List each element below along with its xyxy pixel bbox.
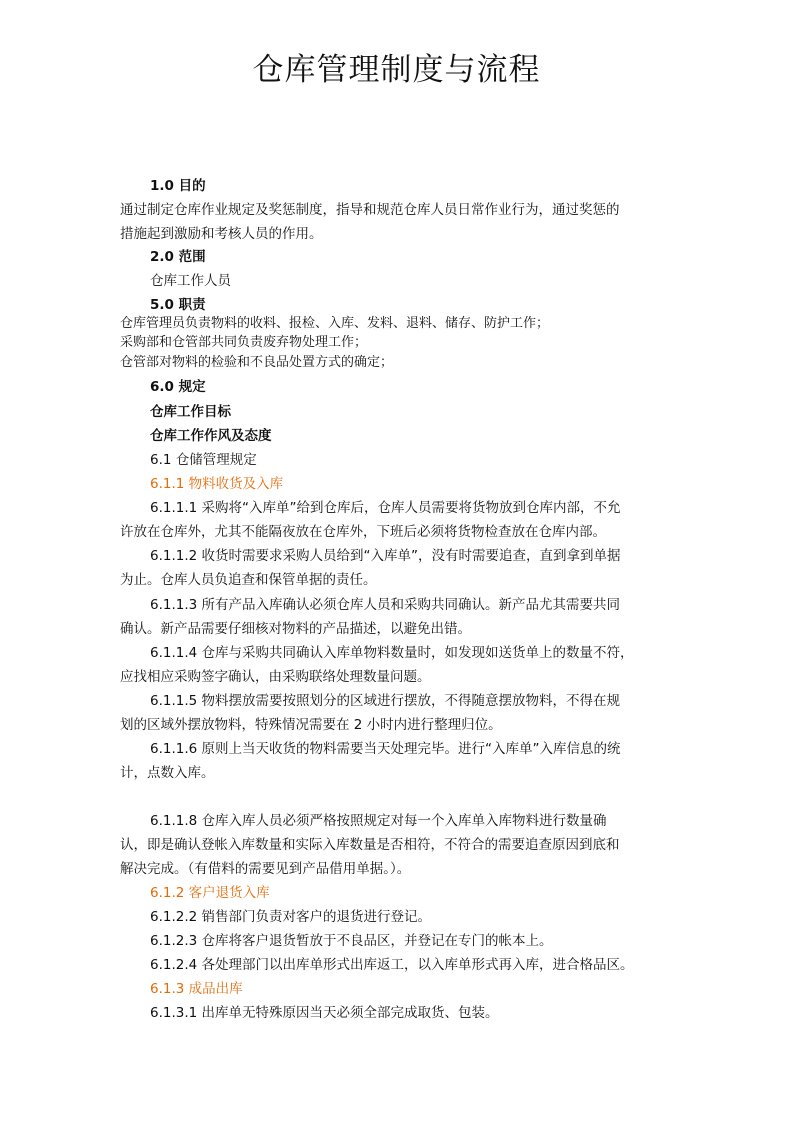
para-6123: 6.1.2.3 仓库将客户退货暂放于不良品区，并登记在专门的帐本上。 <box>150 933 553 949</box>
para-6114-line-1: 6.1.1.4 仓库与采购共同确认入库单物料数量时，如发现如送货单上的数量不符， <box>150 645 634 661</box>
purpose-text-line-1: 通过制定仓库作业规定及奖惩制度，指导和规范仓库人员日常作业行为，通过奖惩的 <box>120 202 620 218</box>
section-6-1-1-heading: 6.1.1 物料收货及入库 <box>150 476 284 492</box>
duty-line-1: 仓库管理员负责物料的收料、报检、入库、发料、退料、储存、防护工作； <box>120 316 550 331</box>
document-title: 仓库管理制度与流程 <box>252 52 541 88</box>
purpose-text-line-2: 措施起到激励和考核人员的作用。 <box>120 226 323 242</box>
section-6-1-heading: 6.1 仓储管理规定 <box>150 452 257 468</box>
para-6122: 6.1.2.2 销售部门负责对客户的退货进行登记。 <box>150 909 432 925</box>
section-2-heading: 2.0 范围 <box>150 249 206 265</box>
para-6115-line-2: 划的区域外摆放物料，特殊情况需要在 2 小时内进行整理归位。 <box>120 717 502 733</box>
warehouse-goal-heading: 仓库工作目标 <box>150 404 231 420</box>
section-5-heading: 5.0 职责 <box>150 297 206 313</box>
para-6116-line-1: 6.1.1.6 原则上当天收货的物料需要当天处理完毕。进行“入库单”入库信息的统 <box>150 741 621 757</box>
para-6118-line-1: 6.1.1.8 仓库入库人员必须严格按照规定对每一个入库单入库物料进行数量确 <box>150 813 607 829</box>
para-6113-line-1: 6.1.1.3 所有产品入库确认必须仓库人员和采购共同确认。新产品尤其需要共同 <box>150 597 621 613</box>
para-6131: 6.1.3.1 出库单无特殊原因当天必须全部完成取货、包装。 <box>150 1005 499 1021</box>
section-1-heading: 1.0 目的 <box>150 178 206 194</box>
para-6118-line-2: 认，即是确认登帐入库数量和实际入库数量是否相符，不符合的需要追查原因到底和 <box>120 837 620 853</box>
scope-text: 仓库工作人员 <box>150 273 231 289</box>
para-6111-line-1: 6.1.1.1 采购将“入库单”给到仓库后，仓库人员需要将货物放到仓库内部，不允 <box>150 500 621 516</box>
para-6112-line-1: 6.1.1.2 收货时需要求采购人员给到“入库单”，没有时需要追查，直到拿到单据 <box>150 548 621 564</box>
section-6-1-3-heading: 6.1.3 成品出库 <box>150 981 243 997</box>
duty-line-2: 采购部和仓管部共同负责废弃物处理工作； <box>120 335 368 350</box>
section-6-1-2-heading: 6.1.2 客户退货入库 <box>150 885 270 901</box>
para-6112-line-2: 为止。仓库人员负追查和保管单据的责任。 <box>120 572 377 588</box>
para-6114-line-2: 应找相应采购签字确认，由采购联络处理数量问题。 <box>120 669 431 685</box>
warehouse-attitude-heading: 仓库工作作风及态度 <box>150 428 272 444</box>
para-6113-line-2: 确认。新产品需要仔细核对物料的产品描述，以避免出错。 <box>120 621 471 637</box>
para-6118-line-3: 解决完成。（有借料的需要见到产品借用单据。）。 <box>120 861 411 877</box>
duty-line-3: 仓管部对物料的检验和不良品处置方式的确定； <box>120 355 394 370</box>
para-6111-line-2: 许放在仓库外，尤其不能隔夜放在仓库外，下班后必须将货物检查放在仓库内部。 <box>120 524 606 540</box>
section-6-heading: 6.0 规定 <box>150 379 206 395</box>
para-6115-line-1: 6.1.1.5 物料摆放需要按照划分的区域进行摆放，不得随意摆放物料，不得在规 <box>150 693 621 709</box>
para-6124: 6.1.2.4 各处理部门以出库单形式出库返工，以入库单形式再入库，进合格品区。 <box>150 957 634 973</box>
para-6116-line-2: 计，点数入库。 <box>120 765 215 781</box>
